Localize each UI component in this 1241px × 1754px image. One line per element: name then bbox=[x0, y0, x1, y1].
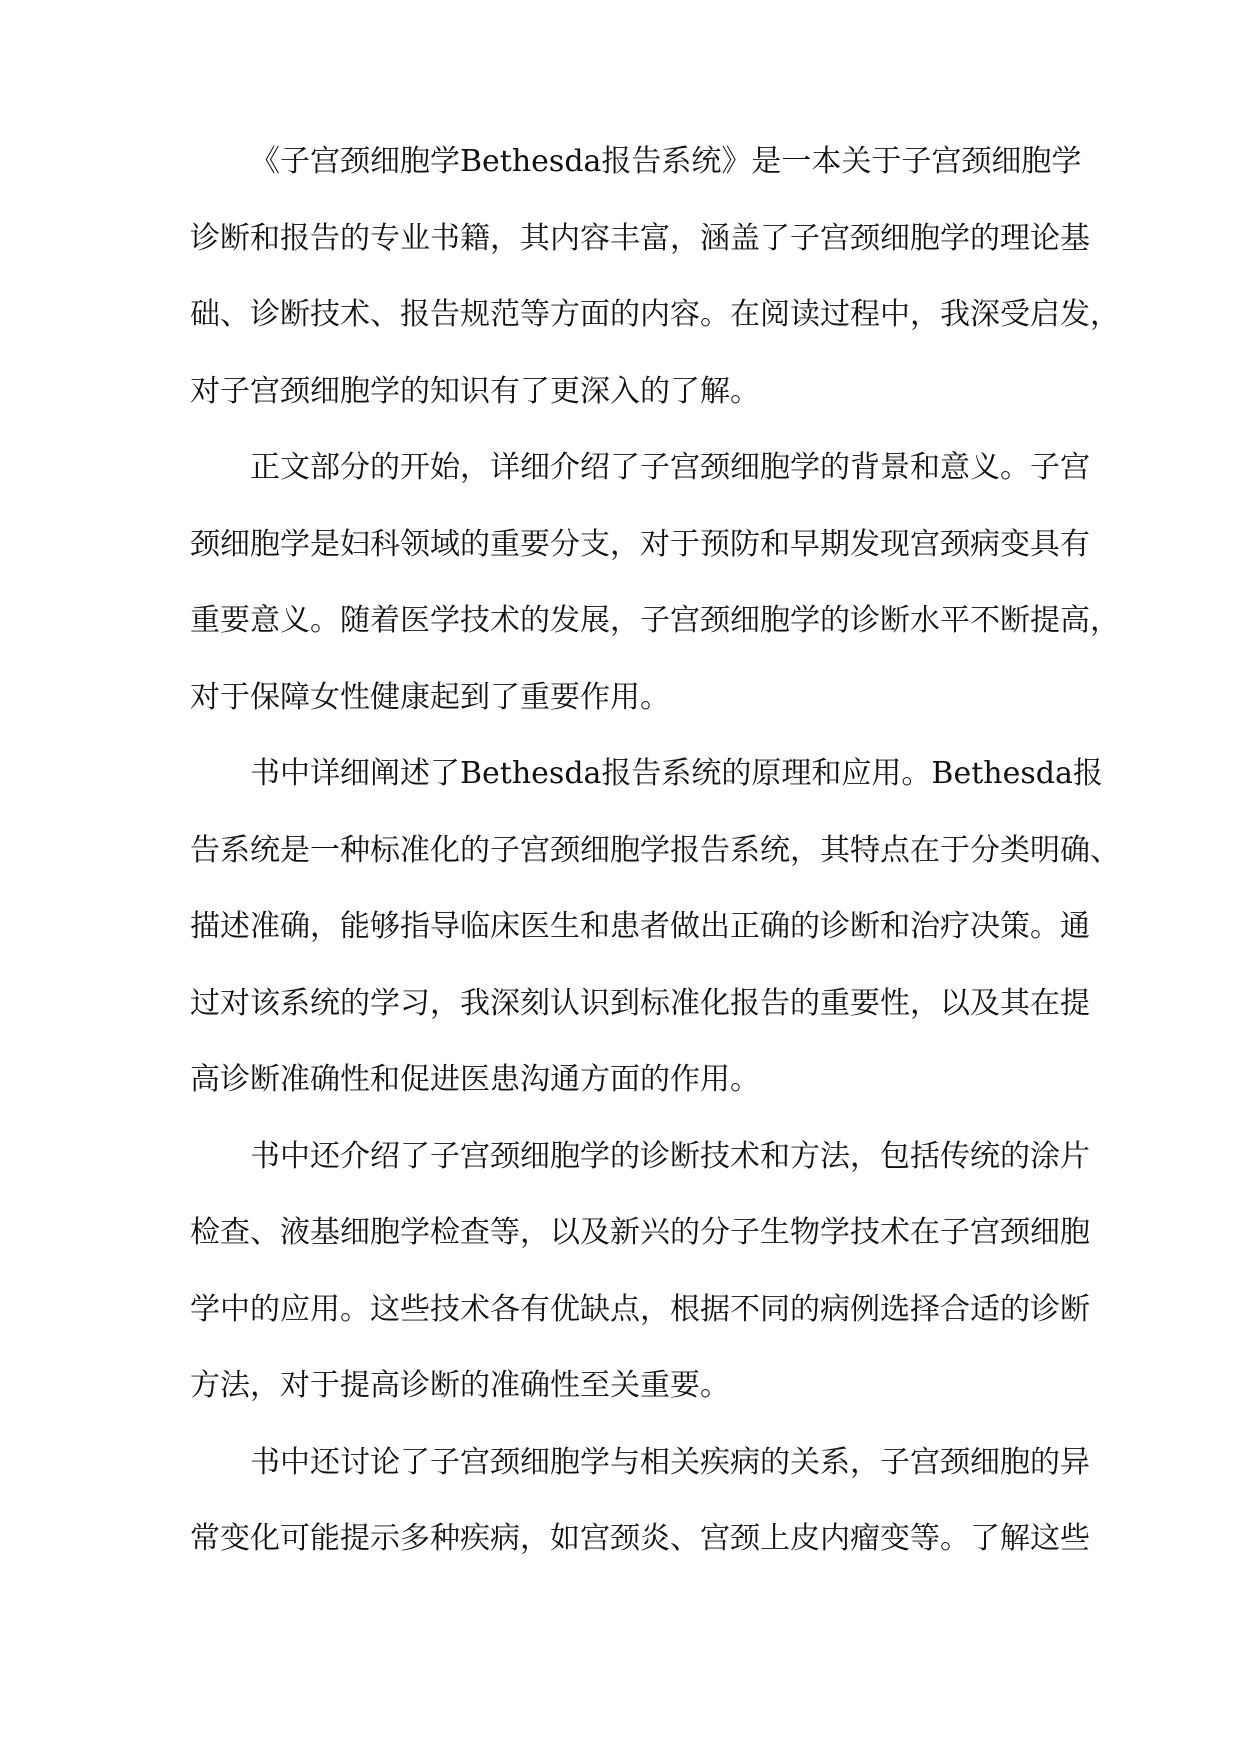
text-line: 书中还讨论了子宫颈细胞学与相关疾病的关系，子宫颈细胞的异 bbox=[250, 1444, 1090, 1480]
text-line: 诊断和报告的专业书籍，其内容丰富，涵盖了子宫颈细胞学的理论基 bbox=[190, 220, 1090, 256]
text-line: 重要意义。随着医学技术的发展，子宫颈细胞学的诊断水平不断提高， bbox=[190, 603, 1120, 638]
text-line: 学中的应用。这些技术各有优缺点，根据不同的病例选择合适的诊断 bbox=[190, 1291, 1090, 1327]
text-line: 颈细胞学是妇科领域的重要分支，对于预防和早期发现宫颈病变具有 bbox=[190, 526, 1090, 562]
text-line: 高诊断准确性和促进医患沟通方面的作用。 bbox=[190, 1062, 760, 1097]
text-line: 对于保障女性健康起到了重要作用。 bbox=[190, 679, 670, 715]
text-line: 《子宫颈细胞学Bethesda报告系统》是一本关于子宫颈细胞学 bbox=[250, 144, 1082, 179]
text-line: 对子宫颈细胞学的知识有了更深入的了解。 bbox=[190, 373, 760, 409]
text-line: 常变化可能提示多种疾病，如宫颈炎、宫颈上皮内瘤变等。了解这些 bbox=[190, 1521, 1090, 1556]
text-line: 方法，对于提高诊断的准确性至关重要。 bbox=[190, 1368, 730, 1403]
paragraph bbox=[190, 449, 1120, 717]
text-line: 过对该系统的学习，我深刻认识到标准化报告的重要性，以及其在提 bbox=[190, 985, 1090, 1021]
text-line: 检查、液基细胞学检查等，以及新兴的分子生物学技术在子宫颈细胞 bbox=[190, 1215, 1090, 1250]
paragraph bbox=[190, 755, 1120, 1099]
text-line: 正文部分的开始，详细介绍了子宫颈细胞学的背景和意义。子宫 bbox=[250, 450, 1090, 485]
paragraph bbox=[190, 1444, 1090, 1559]
paragraph bbox=[190, 143, 1120, 411]
paragraph bbox=[190, 1138, 1090, 1406]
text-line: 书中还介绍了子宫颈细胞学的诊断技术和方法，包括传统的涂片 bbox=[250, 1138, 1090, 1174]
text-line: 础、诊断技术、报告规范等方面的内容。在阅读过程中，我深受启发， bbox=[190, 297, 1120, 332]
document-body bbox=[190, 143, 1120, 1597]
text-line: 书中详细阐述了Bethesda报告系统的原理和应用。Bethesda报 bbox=[250, 756, 1103, 791]
text-line: 描述准确，能够指导临床医生和患者做出正确的诊断和治疗决策。通 bbox=[190, 909, 1090, 944]
text-line: 告系统是一种标准化的子宫颈细胞学报告系统，其特点在于分类明确、 bbox=[190, 832, 1120, 868]
